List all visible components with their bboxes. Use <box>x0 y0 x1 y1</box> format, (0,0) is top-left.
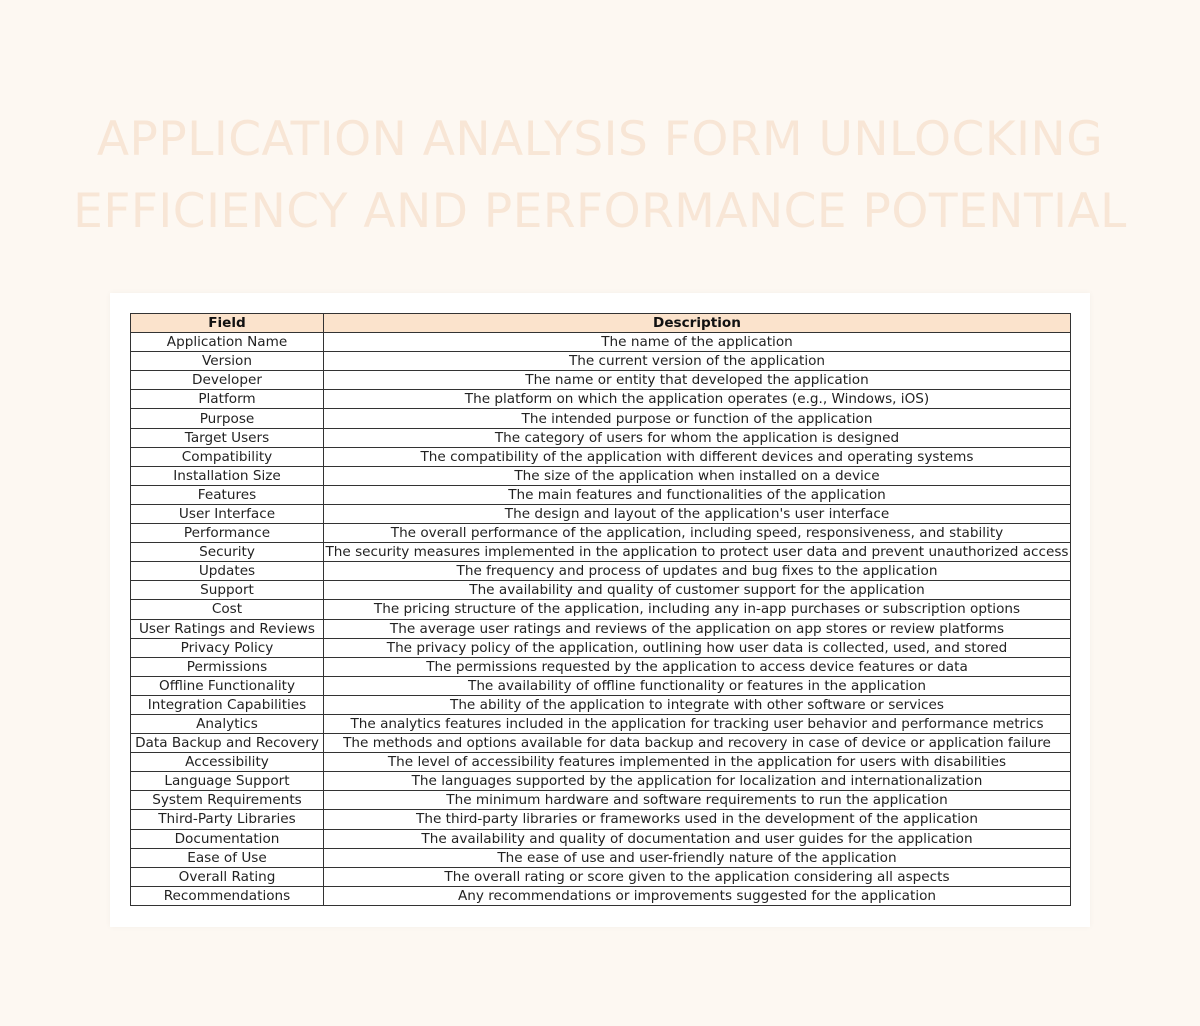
table-row <box>131 466 1071 485</box>
field-cell: Ease of Use <box>131 848 324 867</box>
field-cell: Support <box>131 581 324 600</box>
table-row <box>131 581 1071 600</box>
table-row <box>131 409 1071 428</box>
table-row <box>131 562 1071 581</box>
table-row <box>131 734 1071 753</box>
description-cell: The ease of use and user-friendly nature of the application <box>324 848 1071 867</box>
field-cell: Offline Functionality <box>131 676 324 695</box>
table-row <box>131 390 1071 409</box>
field-cell: Cost <box>131 600 324 619</box>
description-cell: The design and layout of the application's user interface <box>324 504 1071 523</box>
page-title <box>0 104 1200 248</box>
description-cell: The third-party libraries or frameworks used in the development of the application <box>324 810 1071 829</box>
field-cell: Permissions <box>131 657 324 676</box>
page-title-line-1: APPLICATION ANALYSIS FORM UNLOCKING <box>96 112 1104 167</box>
field-cell: Accessibility <box>131 753 324 772</box>
description-cell: The pricing structure of the application, including any in-app purchases or subscription options <box>324 600 1071 619</box>
description-cell: The analytics features included in the application for tracking user behavior and performance metrics <box>324 714 1071 733</box>
table-row <box>131 829 1071 848</box>
description-cell: The name of the application <box>324 333 1071 352</box>
field-cell: Application Name <box>131 333 324 352</box>
field-cell: Overall Rating <box>131 867 324 886</box>
table-row <box>131 886 1071 905</box>
table-row <box>131 371 1071 390</box>
table-row <box>131 619 1071 638</box>
table-row <box>131 600 1071 619</box>
field-cell: Purpose <box>131 409 324 428</box>
table-body <box>131 333 1071 906</box>
table-row <box>131 695 1071 714</box>
description-cell: The frequency and process of updates and bug fixes to the application <box>324 562 1071 581</box>
field-cell: Documentation <box>131 829 324 848</box>
field-cell: Analytics <box>131 714 324 733</box>
table-row <box>131 714 1071 733</box>
description-cell: The availability and quality of customer support for the application <box>324 581 1071 600</box>
table-row <box>131 810 1071 829</box>
description-cell: The availability of offline functionality or features in the application <box>324 676 1071 695</box>
header-description: Description <box>324 314 1071 333</box>
description-cell: The size of the application when installed on a device <box>324 466 1071 485</box>
table-row <box>131 676 1071 695</box>
description-cell: The name or entity that developed the application <box>324 371 1071 390</box>
description-cell: The security measures implemented in the application to protect user data and prevent unauthorized access <box>325 544 1069 561</box>
table-row <box>131 352 1071 371</box>
field-cell: System Requirements <box>131 791 324 810</box>
table-row <box>131 447 1071 466</box>
form-card <box>110 293 1090 927</box>
description-cell: The overall rating or score given to the application considering all aspects <box>324 867 1071 886</box>
field-cell: Privacy Policy <box>131 638 324 657</box>
description-cell: The ability of the application to integrate with other software or services <box>324 695 1071 714</box>
description-cell: The methods and options available for data backup and recovery in case of device or application failure <box>324 734 1071 753</box>
description-cell: The minimum hardware and software requirements to run the application <box>324 791 1071 810</box>
table-row <box>131 753 1071 772</box>
header-field: Field <box>131 314 324 333</box>
field-cell: User Ratings and Reviews <box>131 619 324 638</box>
field-cell: Compatibility <box>131 447 324 466</box>
description-cell: The overall performance of the application, including speed, responsiveness, and stability <box>324 524 1071 543</box>
description-cell: The languages supported by the application for localization and internationalization <box>324 772 1071 791</box>
page-title-line-2: EFFICIENCY AND PERFORMANCE POTENTIAL <box>73 184 1127 239</box>
description-cell: The intended purpose or function of the application <box>324 409 1071 428</box>
table-row <box>131 638 1071 657</box>
field-cell: Updates <box>131 562 324 581</box>
table-row <box>131 524 1071 543</box>
table-header-row <box>131 314 1071 333</box>
description-cell: The privacy policy of the application, outlining how user data is collected, used, and stored <box>324 638 1071 657</box>
description-cell: The main features and functionalities of the application <box>324 485 1071 504</box>
table-row <box>131 867 1071 886</box>
description-cell: The level of accessibility features implemented in the application for users with disabilities <box>324 753 1071 772</box>
field-cell: Features <box>131 485 324 504</box>
field-cell: Third-Party Libraries <box>131 810 324 829</box>
field-cell: Recommendations <box>131 886 324 905</box>
field-cell: Integration Capabilities <box>131 695 324 714</box>
field-cell: Platform <box>131 390 324 409</box>
field-cell: Developer <box>131 371 324 390</box>
description-cell: The permissions requested by the application to access device features or data <box>324 657 1071 676</box>
field-cell: Target Users <box>131 428 324 447</box>
field-cell: Data Backup and Recovery <box>131 734 324 753</box>
table-row <box>131 657 1071 676</box>
description-cell: The category of users for whom the application is designed <box>324 428 1071 447</box>
field-cell: User Interface <box>131 504 324 523</box>
table-row <box>131 772 1071 791</box>
description-cell: The compatibility of the application with different devices and operating systems <box>324 447 1071 466</box>
table-row <box>131 428 1071 447</box>
field-cell: Installation Size <box>131 466 324 485</box>
table-row <box>131 504 1071 523</box>
description-cell: The platform on which the application operates (e.g., Windows, iOS) <box>324 390 1071 409</box>
field-cell: Security <box>131 543 324 562</box>
description-cell: The availability and quality of documentation and user guides for the application <box>324 829 1071 848</box>
analysis-table <box>130 313 1071 906</box>
table-row <box>131 848 1071 867</box>
field-cell: Performance <box>131 524 324 543</box>
field-cell: Version <box>131 352 324 371</box>
table-row <box>131 791 1071 810</box>
table-row <box>131 543 1071 562</box>
table-row <box>131 333 1071 352</box>
field-cell: Language Support <box>131 772 324 791</box>
description-cell: The current version of the application <box>324 352 1071 371</box>
table-row <box>131 485 1071 504</box>
description-cell: The average user ratings and reviews of the application on app stores or review platforms <box>324 619 1071 638</box>
description-cell: Any recommendations or improvements suggested for the application <box>324 886 1071 905</box>
